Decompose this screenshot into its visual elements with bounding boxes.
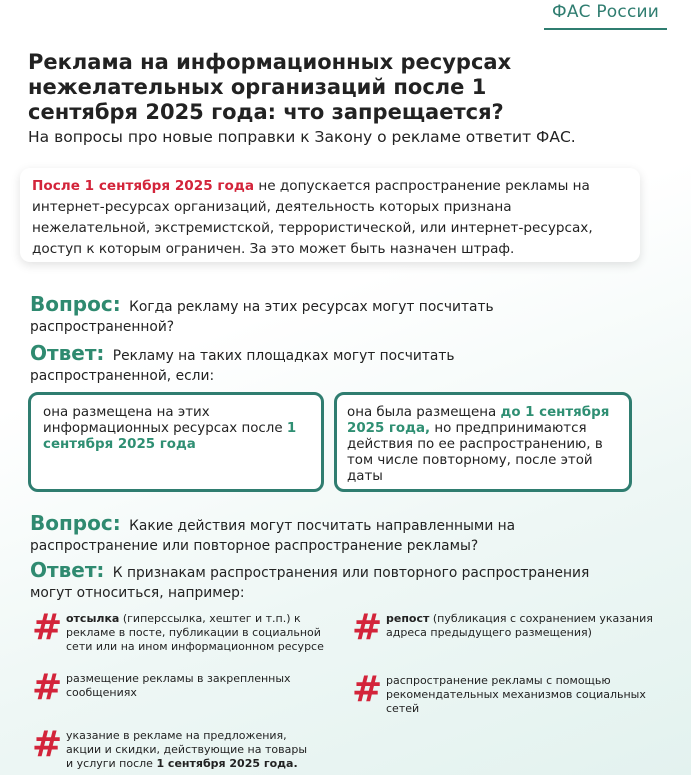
condition-left-text: она размещена на этих информационных ресурсах после — [43, 405, 287, 436]
condition-box-left — [28, 392, 324, 492]
hashtag-icon: # — [32, 607, 63, 648]
hashtag-icon: # — [352, 669, 383, 710]
question-1-text: Когда рекламу на этих ресурсах могут посчитать распространенной? — [30, 299, 494, 335]
question-2-text: Какие действия могут посчитать направленными на распространение или повторное распространение рекламы? — [30, 518, 516, 554]
notice-text: не допускается распространение рекламы на интернет-ресурсах организаций, деятельность которых признана нежелательной, экстремистской, террористической, или интернет-ресурсах, доступ к которым ограничен. За это может быть назначен штраф. — [32, 178, 593, 257]
sign-4-text: распространение рекламы с помощью рекомендательных механизмов социальных сетей — [386, 674, 646, 715]
answer-1-label: Ответ: — [30, 341, 105, 365]
question-1 — [30, 294, 590, 337]
sign-item-repost — [352, 607, 662, 652]
condition-box-right — [334, 392, 632, 492]
sign-5-text: указание в рекламе на предложения, акции и скидки, действующие на товары и услуги после — [66, 729, 308, 770]
answer-2-text: К признакам распространения или повторного распространения могут относиться, например: — [30, 565, 590, 601]
answer-2 — [30, 560, 590, 603]
hashtag-icon: # — [32, 724, 63, 765]
sign-2-bold: репост — [386, 612, 430, 625]
brand-label: ФАС России — [544, 0, 667, 30]
question-2 — [30, 513, 590, 556]
sign-item-pinned — [32, 667, 342, 712]
hashtag-icon: # — [352, 607, 383, 648]
page-title: Реклама на информационных ресурсах нежелательных организаций после 1 сентября 2025 года: что запрещается? — [28, 50, 512, 124]
condition-right-highlight: до 1 сентября 2025 года, — [347, 405, 610, 436]
question-1-label: Вопрос: — [30, 292, 121, 316]
answer-1 — [30, 343, 590, 386]
page-subtitle: На вопросы про новые поправки к Закону о рекламе ответит ФАС. — [28, 128, 576, 146]
sign-5-bold: 1 сентября 2025 года. — [156, 757, 298, 770]
sign-item-link — [32, 607, 342, 662]
sign-1-bold: отсылка — [66, 612, 120, 625]
condition-left-highlight: 1 сентября 2025 года — [43, 421, 297, 452]
sign-item-recommendations — [352, 669, 662, 715]
notice-highlight: После 1 сентября 2025 года — [32, 178, 254, 194]
notice-box — [20, 168, 640, 262]
answer-1-text: Рекламу на таких площадках могут посчитать распространенной, если: — [30, 348, 455, 384]
sign-item-offers — [32, 724, 342, 775]
answer-2-label: Ответ: — [30, 558, 105, 582]
sign-3-text: размещение рекламы в закрепленных сообщениях — [66, 672, 291, 699]
condition-right-text-1: она была размещена — [347, 405, 501, 420]
hashtag-icon: # — [32, 667, 63, 708]
sign-2-text: (публикация с сохранением указания адреса предыдущего размещения) — [386, 612, 653, 639]
sign-1-text: (гиперссылка, хештег и т.п.) к рекламе в посте, публикации в социальной сети или на ином информационном ресурсе — [66, 612, 324, 653]
condition-right-text-2: но предпринимаются действия по ее распространению, в том числе повторному, после этой даты — [347, 421, 603, 484]
question-2-label: Вопрос: — [30, 511, 121, 535]
